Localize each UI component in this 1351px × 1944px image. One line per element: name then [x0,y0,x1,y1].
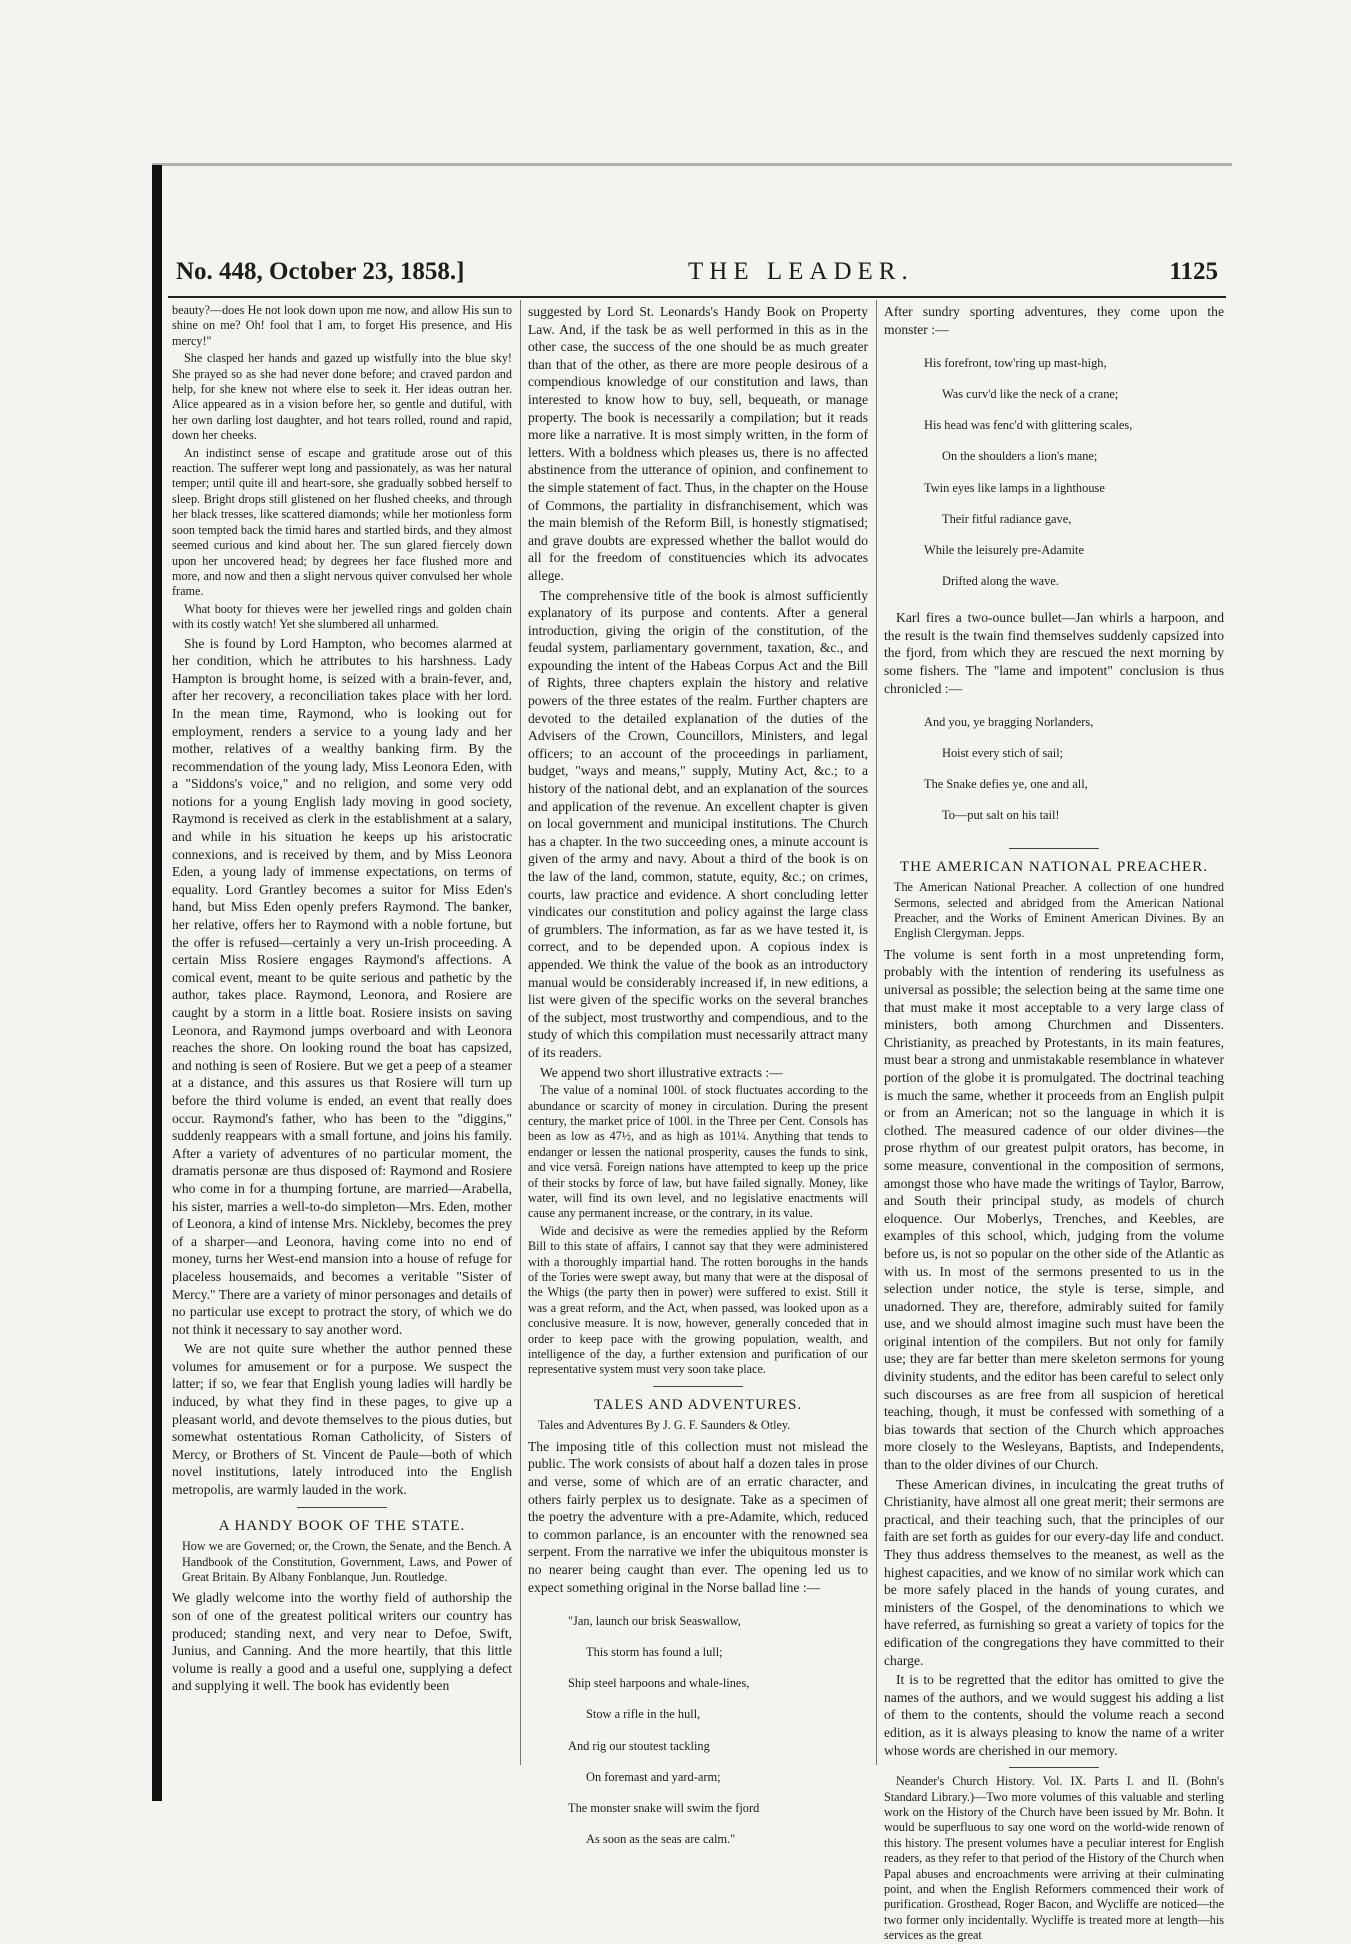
verse-line: Stow a rifle in the hull, [586,1707,701,1722]
section-rule [1009,848,1099,849]
paragraph: beauty?—does He not look down upon me now, and allow His sun to shine on me? Oh! fool that I am, to forget His presence, and His mercy!" [172,303,512,348]
page-header [168,258,1228,298]
page-number: 1125 [1169,258,1218,285]
book-citation: How we are Governed; or, the Crown, the Senate, and the Bench. A Handbook of the Constitution, Government, Laws, and Power of Great Britain. By Albany Fonblanque, Jun. Routledge. [182,1539,512,1585]
section-heading: THE AMERICAN NATIONAL PREACHER. [900,858,1208,875]
verse-line: This storm has found a lull; [586,1644,723,1659]
paragraph: suggested by Lord St. Leonards's Handy Book on Property Law. And, if the task be as well performed in this as in the other case, the success of the one should be as much greater than that of the other, as there are more people desirous of a compendious knowledge of our constitution and laws, than interested to know how to buy, sell, bequeath, or manage property. The book is necessarily a compilation; but it reads more like a narrative. It is most simply written, in the form of letters. With a boldness which pleases us, there is no affected abstinence from the utterance of opinion, and confinement to the simple statement of fact. Thus, in the chapter on the House of Commons, the partiality in disfranchisement, which was the main blemish of the Reform Bill, is honestly stigmatised; and grave doubts are expressed whether the ballot would do all for the freedom of constituencies which its advocates allege. [528,304,868,583]
section-heading: TALES AND ADVENTURES. [593,1396,803,1413]
verse-line: On the shoulders a lion's mane; [942,449,1098,464]
verse-line: The Snake defies ye, one and all, [924,777,1088,792]
section-rule [1009,1767,1099,1768]
section-heading: A HANDY BOOK OF THE STATE. [218,1517,466,1534]
extract: Wide and decisive as were the remedies applied by the Reform Bill to this state of affairs, I cannot say that they were administered with a thoroughly impartial hand. The rotten boroughs in the hands of the Tories were swept away, but many that were at the disposal of the Whigs (the party then in power) were suffered to exist. Still it was a great reform, and the Act, when passed, was looked upon as a conclusive measure. It is now, however, generally conceded that in order to keep pace with the growing population, wealth, and intelligence of the day, a further extension and purification of our representative system must very soon take place. [528,1223,868,1377]
paragraph: It is to be regretted that the editor has omitted to give the names of the authors, and we would suggest his adding a list of them to the contents, should the volume reach a second edition, as it is always pleasing to know the name of a writer whose words are cherished in our memory. [884,1672,1224,1758]
column-divider [520,300,521,1765]
paragraph: What booty for thieves were her jewelled rings and golden chain with its costly watch! Yet she slumbered all unharmed. [172,601,512,632]
masthead-title: THE LEADER. [688,258,914,285]
paragraph: The imposing title of this collection must not mislead the public. The work consists of about half a dozen tales in prose and verse, some of which are of an erratic character, and others fairly perplex us to designate. Take as a specimen of the poetry the adventure with a pre-Adamite, which, reduced to common parlance, is an encounter with the renowned sea serpent. From the narrative we infer the ubiquitous monster is no nearer being caught than ever. The opening led us to expect something original in the Norse ballad line :— [528,1438,868,1595]
verse-line: To—put salt on his tail! [942,808,1060,823]
issue-date: No. 448, October 23, 1858.] [176,258,465,285]
book-citation: The American National Preacher. A collection of one hundred Sermons, selected and abridged from the American National Preacher, and the Works of Eminent American Divines. By an English Clergyman. Jepps. [894,880,1224,941]
verse-line: Was curv'd like the neck of a crane; [942,386,1119,401]
notice-paragraph: Neander's Church History. Vol. IX. Parts I. and II. (Bohn's Standard Library.)—Two more volumes of this valuable and sterling work on the History of the Church have been issued by Mr. Bohn. It would be superfluous to say one word on the world-wide renown of this history. The present volumes have a peculiar interest for English readers, as they refer to that period of the History of the Church when Papal abuses and encroachments were arriving at their culminating point, and when the English Reformers commenced their work of purification. Grosthead, Roger Bacon, and Wycliffe are noticed—the two former only incidentally. Wycliffe is treated more at length—his services as the great [884,1774,1224,1943]
paragraph: We append two short illustrative extracts :— [540,1064,783,1080]
paragraph: The volume is sent forth in a most unpretending form, probably with the intention of rendering its usefulness as universal as possible; the selection being at the same time one that must make it most acceptable to a very large class of ministers, both among Churchmen and Dissenters. Christianity, as preached by Protestants, in its main features, must bear a strong and unmistakable resemblance in whatever portion of the globe it is promulgated. The doctrinal teaching is much the same, whether it proceeds from an English pulpit or from an American; not so the language in which it is clothed. The measured cadence of our older divines—the prose rhythm of our greatest pulpit orators, has become, in some measure, conventional in the composition of sermons, amongst those who have made the writings of Taylor, Barrow, and South their principal study, as models of church eloquence. Our Moberlys, Trenches, and Keebles, are examples of this school, which, judging from the volume before us, is not so popular on the other side of the Atlantic as with us. In most of the sermons presented to us in the selection under notice, the style is terse, simple, and unadorned. They are, therefore, admirably suited for family use, and we should almost imagine such must have been the original intention of the compilers. But not only for family use; they are far better than mere skeleton sermons for young divinity students, and the editor has been careful to select only such discourses as are free from all suspicion of heretical teaching, though, it must be confessed with something of a bias towards that section of the Church which approaches more closely to the Wesleyans, Baptists, and Independents, than to the older divines of our Church. [884,946,1224,1473]
column-2 [528,303,868,1847]
paragraph: We are not quite sure whether the author penned these volumes for amusement or for a purpose. We suspect the latter; if so, we fear that English young ladies will hardly be induced, by what they find in these pages, to give up a pleasant world, and devote themselves to the pious duties, but somewhat ostentatious Roman Catholicity, of Sisters of Mercy, or Brothers of St. Vincent de Paule—both of which novel institutions, lately introduced into the English metropolis, are warmly lauded in the work. [172,1341,512,1498]
verse-line: And you, ye bragging Norlanders, [924,714,1094,729]
verse-line: And rig our stoutest tackling [568,1738,710,1753]
extract: The value of a nominal 100l. of stock fluctuates according to the abundance or scarcity of money in circulation. During the present century, the market price of 100l. in the Three per Cent. Consols has been as low as 47½, and as high as 101¼. Anything that tends to endanger or lessen the national prosperity, causes the funds to sink, and vice versâ. Foreign nations have attempted to keep up the price of their stocks by force of law, but have failed signally. Money, like water, will find its own level, and no legislative enactments will cause any permanent increase, or the contrary, in its value. [528,1083,868,1221]
verse-line: As soon as the seas are calm." [586,1832,736,1847]
column-divider [876,300,877,1765]
book-citation: Tales and Adventures By J. G. F. Saunders & Otley. [538,1418,791,1433]
binding-edge [152,165,162,1801]
verse-line: Twin eyes like lamps in a lighthouse [924,480,1105,495]
verse-block [884,340,1224,605]
top-rule [152,163,1232,166]
paragraph: We gladly welcome into the worthy field of authorship the son of one of the greatest political writers our country has produced; standing next, and very near to Defoe, Swift, Junius, and Canning. And the more heartily, that this little volume is really a good and a useful one, supplying a defect and supplying it well. The book has evidently been [172,1590,512,1694]
verse-line: Hoist every stich of sail; [942,746,1064,761]
verse-line: On foremast and yard-arm; [586,1769,721,1784]
verse-block [528,1598,868,1863]
section-rule [297,1507,387,1508]
paragraph: She clasped her hands and gazed up wistfully into the blue sky! She prayed so as she had never done before; and craved pardon and help, for she knew not where else to seek it. Her ideas outran her. Alice appeared as in a vision before her, so gentle and dutiful, with her own darling lost daughter, and hot tears rolled, round and rapid, down her cheeks. [172,351,512,443]
verse-line: Ship steel harpoons and whale-lines, [568,1676,750,1691]
header-rule [168,296,1226,298]
verse-line: Drifted along the wave. [942,574,1059,589]
verse-line: While the leisurely pre-Adamite [924,542,1084,557]
section-rule [653,1386,743,1387]
paragraph: Karl fires a two-ounce bullet—Jan whirls a harpoon, and the result is the twain find themselves suddenly capsized into the fjord, from which they are rescued the next morning by some fishers. The "lame and impotent" conclusion is thus chronicled :— [884,610,1224,696]
paragraph: After sundry sporting adventures, they come upon the monster :— [884,304,1224,337]
column-3 [884,303,1224,1943]
verse-line: His forefront, tow'ring up mast-high, [924,355,1107,370]
paragraph: She is found by Lord Hampton, who becomes alarmed at her condition, which he attributes to his harshness. Lady Hampton is brought home, is seized with a brain-fever, and, after her recovery, a reconciliation takes place with her lord. In the mean time, Raymond, who is looking out for employment, renders a service to a young lady and her mother, relatives of a wealthy banking firm. By the recommendation of the young lady, Miss Leonora Eden, with a "Siddons's voice," and no religion, and some very odd notions for a young English lady moving in good society, Raymond is received as clerk in the establishment at a salary, and while in his situation he keeps up his aristocratic connexions, and is received by them, and by Miss Leonora Eden, a young lady of immense expectations, on terms of equality. Lord Grantley becomes a suitor for Miss Eden's hand, but Miss Eden openly prefers Raymond. The banker, her relative, offers her to Raymond with a noble fortune, but the offer is refused—certainly a very un-Irish proceeding. A certain Miss Rosiere engages Raymond's affections. A comical event, meant to be quite serious and pathetic by the author, takes place. Raymond, Leonora, and Rosiere are caught by a storm in a little boat. Rosiere insists on saving Leonora, and Raymond jumps overboard and with Leonora reaches the shore. On looking round the boat has capsized, and nothing is seen of Rosiere. But we get a peep of a steamer at a distance, and this assures us that Rosiere will turn up before the third volume is ended, an event that really does occur. Raymond's father, who has been to the "diggins," suddenly reappears with a small fortune, and joins his family. After a variety of adventures of no particular moment, the dramatis personæ are thus disposed of: Raymond and Rosiere who come in for a thumping fortune, are married—Arabella, his sister, marries a well-to-do simpleton—Mrs. Eden, mother of Leonora, a kind of intense Mrs. Nickleby, becomes the prey of a sharper—and Leonora, having come into no end of money, turns her West-end mansion into a house of refuge for placeless housemaids, and becomes a veritable "Sister of Mercy." There are a variety of minor personages and details of no particular use except to protract the story, of which we do not think it necessary to say another word. [172,635,512,1337]
verse-line: His head was fenc'd with glittering scales, [924,418,1133,433]
paragraph: An indistinct sense of escape and gratitude arose out of this reaction. The sufferer wept long and passionately, as was her natural temper; until quite ill and heart-sore, she gradually sobbed herself to sleep. Bright drops still glistened on her flushed cheeks, and through her black tresses, like scattered diamonds; while her motionless form soon tempted back the timid hares and startled birds, and they almost seemed curious and kind about her. The sun glared fiercely down upon her uncovered head; by degrees her face flushed more and more, and now and then a slight nervous quiver convulsed her whole frame. [172,445,512,599]
verse-line: The monster snake will swim the fjord [568,1800,760,1815]
paragraph: The comprehensive title of the book is almost sufficiently explanatory of its purpose and contents. After a general introduction, giving the origin of the constitution, of the feudal system, parliamentary government, taxation, &c., and expounding the intent of the Habeas Corpus Act and the Bill of Rights, three chapters explain the history and relative powers of the three estates of the realm. Further chapters are devoted to the detailed explanation of the duties of the Advisers of the Crown, Councillors, Ministers, and legal officers; to an account of the proceedings in parliament, budget, "ways and means," supply, Mutiny Act, &c.; to a history of the national debt, and an explanation of the sources and application of the revenue. An excellent chapter is given on local government and municipal institutions. The Church has a chapter. In the two succeeding ones, a minute account is given of the army and navy. About a third of the book is on the law of the land, common, statute, equity, &c.; on crimes, courts, law practice and evidence. A short concluding letter vindicates our constitution and policy against the large class of grumblers. The information, as far as we have tested it, is correct, and to be depended upon. A copious index is appended. We think the value of the book as an introductory manual would be considerably increased if, in new editions, a list were given of the specific works on the several branches of the subject, most trustworthy and compendious, and to the study of which this compilation must necessarily attract many of its readers. [528,587,868,1060]
verse-line: Their fitful radiance gave, [942,511,1072,526]
verse-line: "Jan, launch our brisk Seaswallow, [568,1613,741,1628]
column-1 [172,303,512,1763]
verse-block [884,699,1224,839]
paragraph: These American divines, in inculcating the great truths of Christianity, have almost all one great merit; their sermons are practical, and their teaching such, that the principles of our faith are set forth as guides for our every-day life and conduct. They thus address themselves to the meanest, as well as the highest capacities, and we know of no similar work which can be more safely placed in the hands of young curates, and ministers of the Gospel, of the denominations to which we have referred, as furnishing so great a variety of topics for the edification of the congregations they have committed to their charge. [884,1476,1224,1668]
